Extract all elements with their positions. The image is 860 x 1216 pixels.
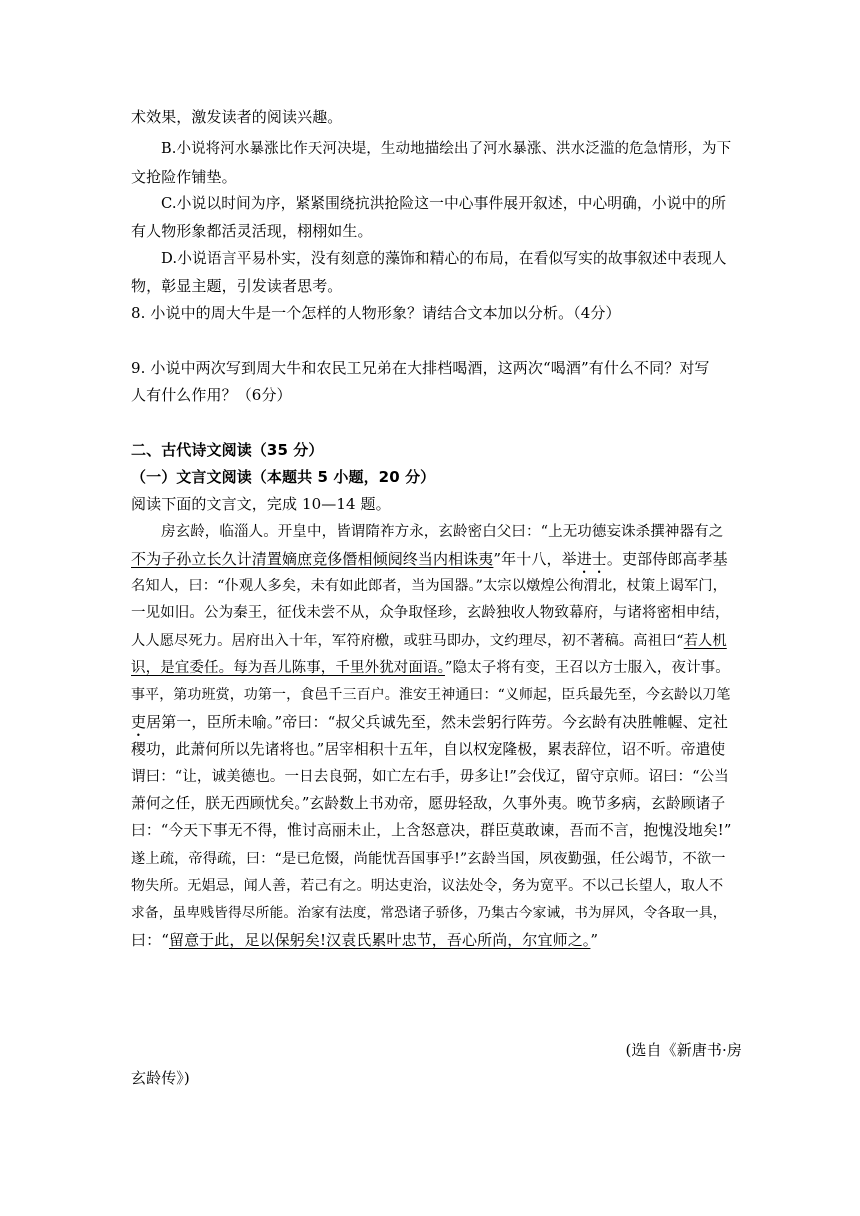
passage-line-1: 房玄龄，临淄人。开皇中，皆谓隋祚方永，玄龄密白父曰：“上无功德妄诛杀撰神器有之 [161, 524, 724, 540]
question-8: 8. 小说中的周大牛是一个怎样的人物形象？请结合文本加以分析。（4分） [131, 304, 621, 322]
passage-line-2: 不为子孙立长久计清置嫡庶竞侈僭相倾阋终当内相诛夷”年十八，举进士。吏部侍郎高孝基 [131, 550, 728, 568]
instructions: 阅读下面的文言文，完成 10—14 题。 [131, 495, 391, 513]
option-c-continuation: 有人物形象都活灵活现，栩栩如生。 [131, 222, 373, 240]
underlined-sentence-2-end: 识，是宜委任。每为吾儿陈事，千里外犹对面语。 [131, 660, 445, 676]
underlined-sentence-3: 留意于此，足以保躬矣!汉袁氏累叶忠节，吾心所尚，尔宜师之。 [168, 931, 591, 949]
passage-line-3: 名知人，曰：“仆观人多矣，未有如此郎者，当为国器。”太宗以燉煌公徇渭北，杖策上谒军门， [131, 578, 727, 594]
dotted-word: 吏 [131, 713, 147, 731]
passage-line-11: 萧何之任，朕无西顾忧矣。”玄龄数上书劝帝，愿毋轻敌，久事外夷。晚节多病，玄龄顾诸子 [131, 795, 726, 812]
passage-line-7: 事平，第功班赏，功第一，食邑千三百户。淮安王神通曰：“义师起，臣兵最先至，今玄龄以刀笔 [131, 687, 731, 703]
dotted-word: 进士 [576, 550, 607, 568]
passage-line-14: 物失所。无娼忌，闻人善，若己有之。明达吏治，议法处令，务为宽平。不以己长望人，取人不 [131, 878, 724, 894]
passage-line-4: 一见如旧。公为秦王，征伐未尝不从，众争取怪珍，玄龄独收人物致幕府，与诸将密相申结， [131, 605, 730, 621]
passage-line-16: 曰：“留意于此，足以保躬矣!汉袁氏累叶忠节，吾心所尚，尔宜师之。” [131, 931, 599, 949]
passage-line-15: 求备，虽卑贱皆得尽所能。治家有法度，常恐诸子骄侈，乃集古今家诫，书为屏风，令各取一具， [131, 905, 727, 921]
passage-line-13: 遂上疏，帝得疏，曰：“是已危惙，尚能忧吾国事乎!”玄龄当国，夙夜勤强，任公竭节，不欲一 [131, 851, 726, 867]
option-b: B.小说将河水暴涨比作天河决堤，生动地描绘出了河水暴涨、洪水泛滥的危急情形，为下 [161, 141, 732, 157]
underlined-sentence-2-start: 若人机 [683, 633, 727, 649]
passage-line-5: 人人愿尽死力。居府出入十年，军符府檄，或驻马即办，文约理尽，初不著稿。高祖曰“若人机 [131, 633, 727, 649]
source-citation: (选自《新唐书·房 [625, 1041, 742, 1059]
passage-line-9: 稷功，此萧何所以先诸将也。”居宰相积十五年，自以权宠隆极，累表辞位，诏不听。帝遣使 [131, 741, 726, 758]
underlined-sentence-1: 不为子孙立长久计清置嫡庶竞侈僭相倾阋终当内相诛夷 [131, 550, 494, 568]
passage-line-12: 曰：“今天下事无不得，惟讨高丽未止，上含怒意决，群臣莫敢谏，吾而不言，抱愧没地矣!” [131, 822, 732, 839]
option-a-continuation: 术效果，激发读者的阅读兴趣。 [131, 108, 343, 126]
question-9: 9. 小说中两次写到周大牛和农民工兄弟在大排档喝酒，这两次“喝酒”有什么不同？对写 [131, 359, 710, 377]
passage-line-6: 识，是宜委任。每为吾儿陈事，千里外犹对面语。”隐太子将有变，王召以方士服入，夜计事。 [131, 660, 730, 676]
option-b-continuation: 文抢险作铺垫。 [131, 168, 237, 186]
option-d: D.小说语言平易朴实，没有刻意的藻饰和精心的布局，在看似写实的故事叙述中表现人 [161, 250, 727, 267]
source-citation-continuation: 玄龄传》) [131, 1069, 190, 1087]
question-9-continuation: 人有什么作用？（6分） [131, 386, 292, 404]
passage-line-8: 吏居第一，臣所未喻。”帝曰：“叔父兵诚先至，然未尝躬行阵劳。今玄龄有决胜帷幄、定社 [131, 713, 728, 731]
subsection-heading: （一）文言文阅读（本题共 5 小题，20 分） [131, 468, 436, 486]
option-c: C.小说以时间为序，紧紧围绕抗洪抢险这一中心事件展开叙述，中心明确，小说中的所 [161, 195, 727, 212]
section-heading: 二、古代诗文阅读（35 分） [131, 441, 324, 459]
passage-line-10: 谓曰：“让，诚美德也。一日去良弼，如亡左右手，毋多让!”会伐辽，留守京师。诏曰：“公当 [131, 769, 729, 785]
option-d-continuation: 物，彰显主题，引发读者思考。 [131, 277, 343, 295]
